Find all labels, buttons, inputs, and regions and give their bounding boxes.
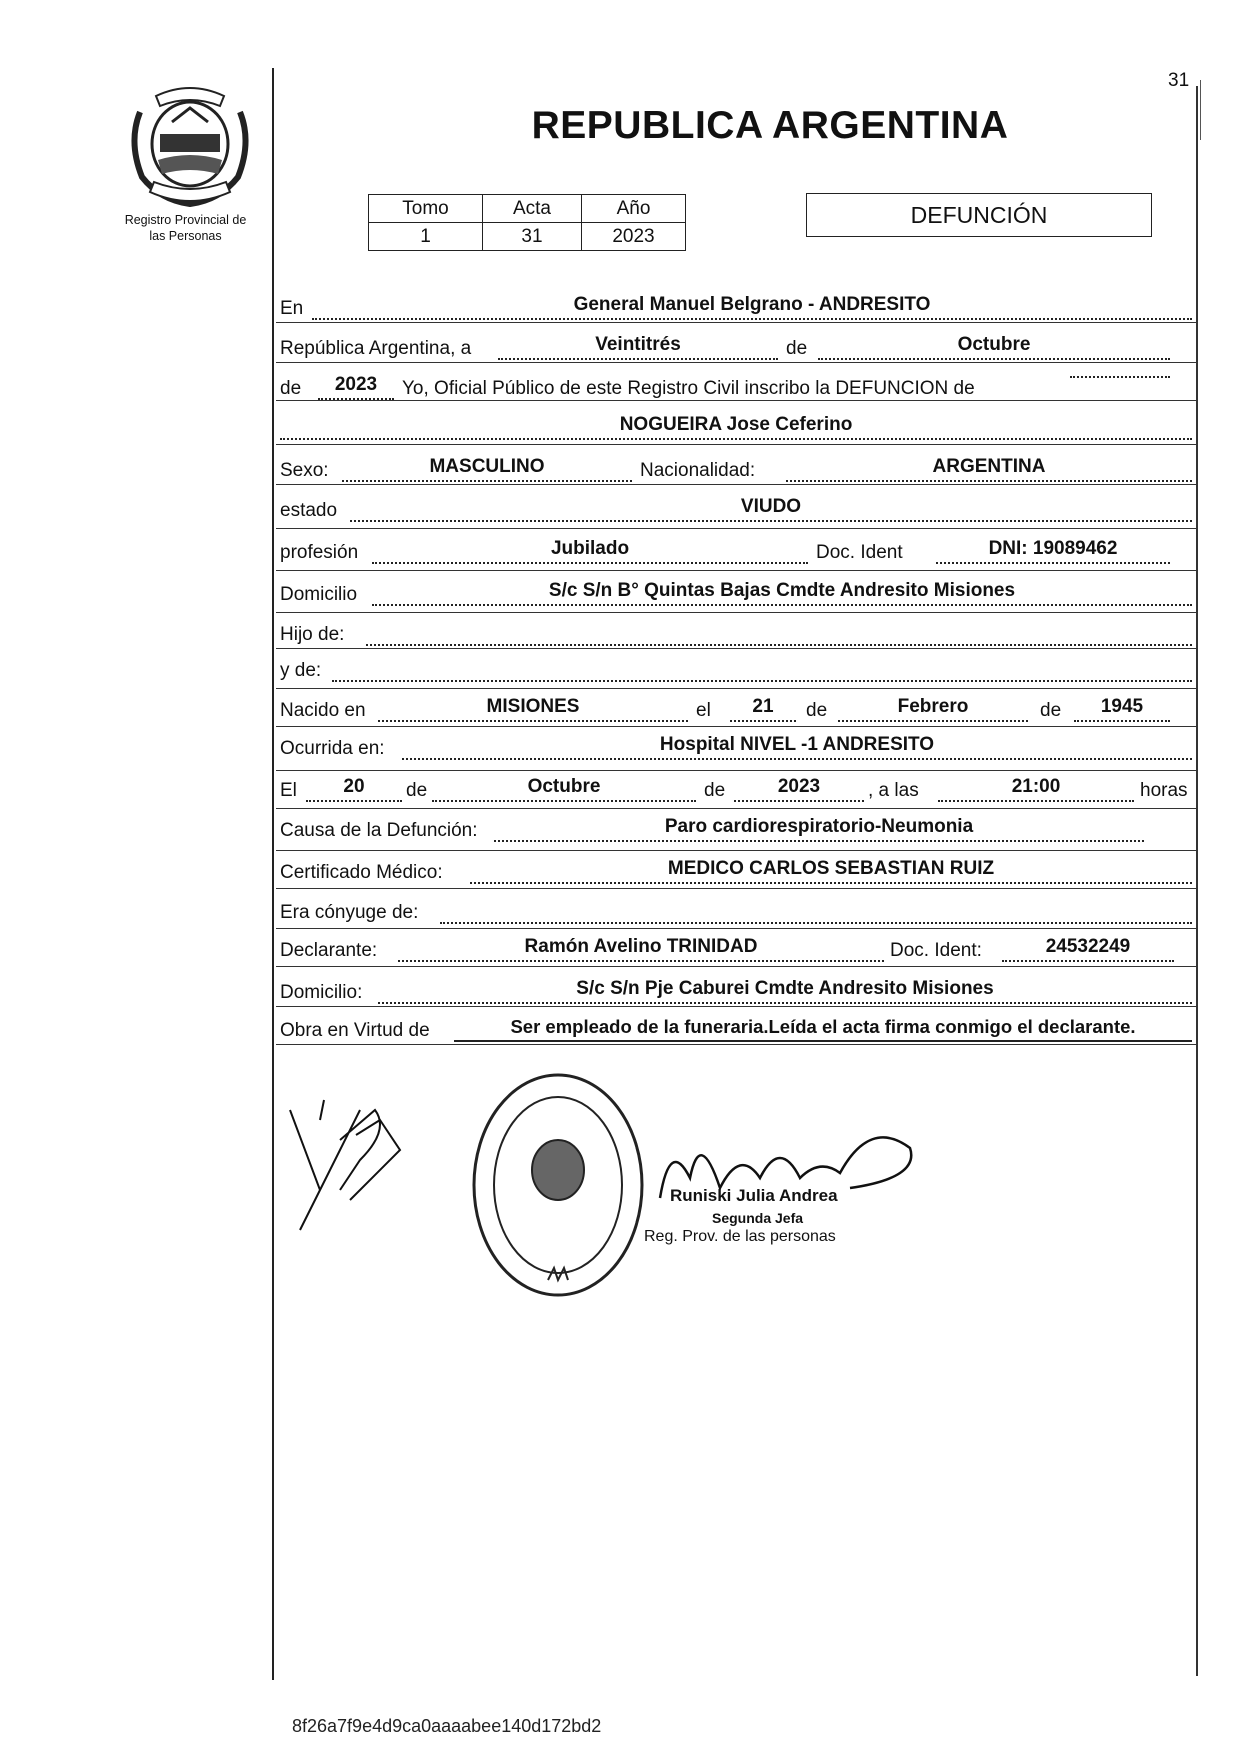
label-el-cap: El xyxy=(280,780,297,801)
signature-role: Segunda Jefa xyxy=(712,1210,804,1226)
field-deceased-name: NOGUEIRA Jose Ceferino xyxy=(280,414,1192,440)
row-separator xyxy=(276,850,1196,851)
field-death-place: Hospital NIVEL -1 ANDRESITO xyxy=(402,734,1192,760)
label-domicilio: Domicilio xyxy=(280,584,358,605)
row-separator xyxy=(276,322,1196,323)
document-hash: 8f26a7f9e4d9ca0aaaabee140d172bd2 xyxy=(292,1716,602,1736)
record-table xyxy=(368,194,686,251)
label-nacido-en: Nacido en xyxy=(280,700,366,721)
declarant-signature xyxy=(280,1080,410,1245)
row-separator xyxy=(276,612,1196,613)
field-birth-year: 1945 xyxy=(1074,696,1170,722)
provincial-crest-logo xyxy=(120,82,260,210)
label-el: el xyxy=(696,700,711,721)
field-year: 2023 xyxy=(318,374,394,400)
registry-name xyxy=(98,212,273,244)
field-cause: Paro cardiorespiratorio-Neumonia xyxy=(494,816,1144,842)
field-doc-id: DNI: 19089462 xyxy=(936,538,1170,564)
label-profesion: profesión xyxy=(280,542,359,563)
field-month: Octubre xyxy=(818,334,1170,360)
acta-header: Acta xyxy=(483,195,582,223)
field-father xyxy=(366,620,1192,646)
label-yo: Yo, Oficial Público de este Registro Civil inscribo la DEFUNCION de xyxy=(402,378,975,399)
label-de-death-month: de xyxy=(406,780,428,801)
document-title: REPUBLICA ARGENTINA xyxy=(531,104,1009,147)
label-obra: Obra en Virtud de xyxy=(280,1020,430,1041)
label-a-las: , a las xyxy=(868,780,919,801)
label-doc-ident2: Doc. Ident: xyxy=(890,940,982,961)
row-separator xyxy=(276,928,1196,929)
label-republica: República Argentina, a xyxy=(280,338,472,359)
field-profession: Jubilado xyxy=(372,538,808,564)
field-day-words: Veintitrés xyxy=(498,334,778,360)
row-separator xyxy=(276,528,1196,529)
signature-office: Reg. Prov. de las personas xyxy=(644,1228,836,1245)
row-separator xyxy=(276,444,1196,445)
label-domicilio2: Domicilio: xyxy=(280,982,363,1003)
label-de-death-year: de xyxy=(704,780,726,801)
field-declarant: Ramón Avelino TRINIDAD xyxy=(398,936,884,962)
label-de: de xyxy=(786,338,808,359)
row-separator xyxy=(276,484,1196,485)
acta-value: 31 xyxy=(483,223,582,251)
field-death-month: Octubre xyxy=(432,776,696,802)
row-separator xyxy=(276,1006,1196,1007)
row-separator xyxy=(276,888,1196,889)
field-mother xyxy=(332,656,1192,682)
field-birth-day: 21 xyxy=(730,696,796,722)
field-civil-status: VIUDO xyxy=(350,496,1192,522)
right-margin-line xyxy=(1196,86,1198,1676)
label-de-birth-month: de xyxy=(806,700,828,721)
right-margin-mark xyxy=(1200,80,1201,140)
official-seal xyxy=(468,1070,648,1305)
row-separator xyxy=(276,808,1196,809)
row-separator xyxy=(276,966,1196,967)
field-certificate: MEDICO CARLOS SEBASTIAN RUIZ xyxy=(470,858,1192,884)
field-trailing xyxy=(1070,374,1170,378)
label-en: En xyxy=(280,298,304,319)
row-separator xyxy=(276,570,1196,571)
label-de-year: de xyxy=(280,378,302,399)
field-spouse xyxy=(440,898,1192,924)
page-number: 31 xyxy=(1168,70,1190,91)
field-declarant-address: S/c S/n Pje Caburei Cmdte Andresito Misiones xyxy=(378,978,1192,1004)
row-separator xyxy=(276,770,1196,771)
field-birth-month: Febrero xyxy=(838,696,1028,722)
field-address: S/c S/n B° Quintas Bajas Cmdte Andresito Misiones xyxy=(372,580,1192,606)
field-place: General Manuel Belgrano - ANDRESITO xyxy=(312,294,1192,320)
registry-line-2: las Personas xyxy=(149,229,222,243)
label-ocurrida-en: Ocurrida en: xyxy=(280,738,385,759)
label-sexo: Sexo: xyxy=(280,460,329,481)
row-separator xyxy=(276,648,1196,649)
field-death-day: 20 xyxy=(306,776,402,802)
row-separator xyxy=(276,726,1196,727)
field-sex: MASCULINO xyxy=(342,456,632,482)
label-horas: horas xyxy=(1140,780,1188,801)
label-nacionalidad: Nacionalidad: xyxy=(640,460,756,481)
registry-line-1: Registro Provincial de xyxy=(124,213,247,227)
label-declarante: Declarante: xyxy=(280,940,378,961)
row-separator xyxy=(276,362,1196,363)
field-nationality: ARGENTINA xyxy=(786,456,1192,482)
field-birth-place: MISIONES xyxy=(378,696,688,722)
tomo-value: 1 xyxy=(369,223,483,251)
label-y-de: y de: xyxy=(280,660,322,681)
ano-value: 2023 xyxy=(582,223,686,251)
row-separator xyxy=(276,688,1196,689)
label-de-birth-year: de xyxy=(1040,700,1062,721)
label-certificado: Certificado Médico: xyxy=(280,862,443,883)
row-separator xyxy=(276,1044,1196,1045)
field-declarant-doc: 24532249 xyxy=(1002,936,1174,962)
field-death-year: 2023 xyxy=(734,776,864,802)
tomo-header: Tomo xyxy=(369,195,483,223)
label-causa: Causa de la Defunción: xyxy=(280,820,478,841)
document-type-box: DEFUNCIÓN xyxy=(806,193,1152,237)
label-estado: estado xyxy=(280,500,338,521)
left-margin-line xyxy=(272,68,274,1680)
row-separator xyxy=(276,400,1196,401)
ano-header: Año xyxy=(582,195,686,223)
field-virtue: Ser empleado de la funeraria.Leída el acta firma conmigo el declarante. xyxy=(454,1016,1192,1042)
label-doc-ident: Doc. Ident xyxy=(816,542,903,563)
label-conyuge: Era cónyuge de: xyxy=(280,902,419,923)
field-death-time: 21:00 xyxy=(938,776,1134,802)
signature-name: Runiski Julia Andrea xyxy=(670,1186,838,1205)
label-hijo-de: Hijo de: xyxy=(280,624,345,645)
